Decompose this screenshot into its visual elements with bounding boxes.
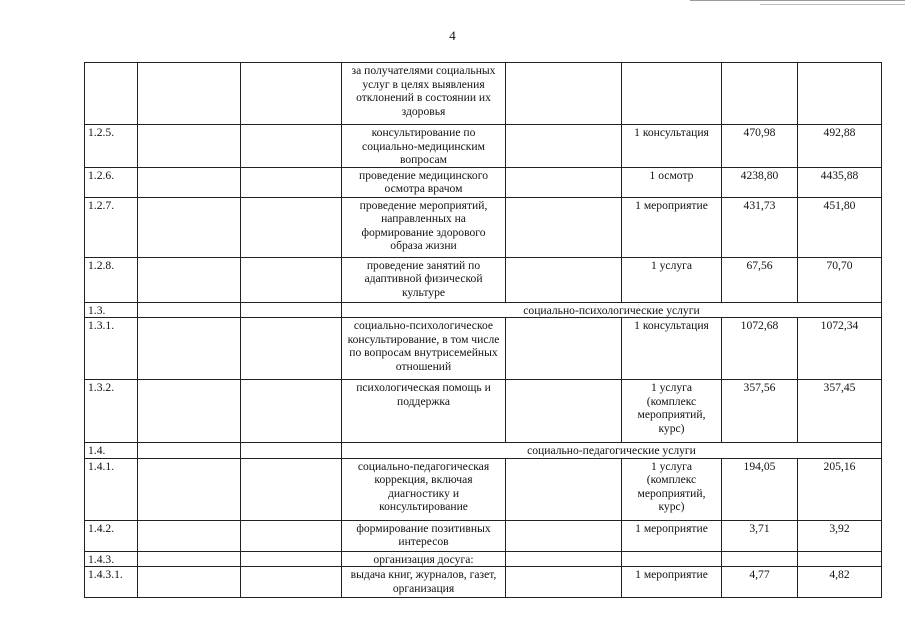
empty-cell — [138, 257, 241, 302]
table-body — [85, 63, 882, 598]
price-cell: 357,56 — [722, 380, 798, 443]
row-number-cell: 1.2.7. — [85, 197, 138, 257]
section-row — [85, 443, 882, 459]
price-cell: 4,82 — [798, 567, 882, 598]
empty-cell — [241, 318, 342, 380]
empty-cell — [138, 443, 241, 459]
row-number-cell: 1.4.3.1. — [85, 567, 138, 598]
empty-cell — [506, 458, 622, 520]
row-number-cell: 1.4.2. — [85, 520, 138, 551]
price-cell: 70,70 — [798, 257, 882, 302]
empty-cell — [506, 520, 622, 551]
table-row — [85, 318, 882, 380]
table-row — [85, 458, 882, 520]
table-row — [85, 380, 882, 443]
empty-cell — [506, 167, 622, 197]
price-cell — [798, 63, 882, 125]
price-cell: 4435,88 — [798, 167, 882, 197]
price-cell: 4238,80 — [722, 167, 798, 197]
row-number-cell: 1.4. — [85, 443, 138, 459]
service-name-cell: проведение медицинского осмотра врачом — [342, 167, 506, 197]
row-number-cell — [85, 63, 138, 125]
unit-cell: 1 мероприятие — [622, 197, 722, 257]
empty-cell — [241, 257, 342, 302]
unit-cell: 1 консультация — [622, 125, 722, 168]
price-cell: 470,98 — [722, 125, 798, 168]
table-row — [85, 257, 882, 302]
empty-cell — [506, 380, 622, 443]
row-number-cell: 1.4.1. — [85, 458, 138, 520]
section-title-cell: социально-педагогические услуги — [342, 443, 882, 459]
table-row — [85, 520, 882, 551]
price-cell — [798, 551, 882, 567]
unit-cell — [622, 551, 722, 567]
empty-cell — [241, 125, 342, 168]
unit-cell — [622, 63, 722, 125]
empty-cell — [506, 567, 622, 598]
row-number-cell: 1.3. — [85, 302, 138, 318]
price-cell: 1072,34 — [798, 318, 882, 380]
empty-cell — [138, 197, 241, 257]
empty-cell — [138, 63, 241, 125]
price-cell: 451,80 — [798, 197, 882, 257]
scan-artifact-line — [760, 4, 905, 5]
service-name-cell: проведение занятий по адаптивной физической культуре — [342, 257, 506, 302]
empty-cell — [241, 520, 342, 551]
price-cell: 431,73 — [722, 197, 798, 257]
service-name-cell: проведение мероприятий, направленных на формирование здорового образа жизни — [342, 197, 506, 257]
unit-cell: 1 мероприятие — [622, 520, 722, 551]
unit-cell: 1 услуга (комплекс мероприятий, курс) — [622, 380, 722, 443]
unit-cell: 1 консультация — [622, 318, 722, 380]
empty-cell — [138, 380, 241, 443]
scan-artifact-line — [690, 0, 905, 1]
service-name-cell: консультирование по социально-медицинским вопросам — [342, 125, 506, 168]
empty-cell — [241, 167, 342, 197]
service-name-cell: формирование позитивных интересов — [342, 520, 506, 551]
table-row — [85, 167, 882, 197]
empty-cell — [506, 63, 622, 125]
empty-cell — [506, 197, 622, 257]
price-cell: 194,05 — [722, 458, 798, 520]
empty-cell — [138, 567, 241, 598]
price-cell: 205,16 — [798, 458, 882, 520]
price-cell — [722, 551, 798, 567]
row-number-cell: 1.2.5. — [85, 125, 138, 168]
service-name-cell: организация досуга: — [342, 551, 506, 567]
table-row — [85, 197, 882, 257]
row-number-cell: 1.3.1. — [85, 318, 138, 380]
row-number-cell: 1.2.8. — [85, 257, 138, 302]
price-cell: 67,56 — [722, 257, 798, 302]
table-row — [85, 63, 882, 125]
service-name-cell: социально-психологическое консультирование, в том числе по вопросам внутрисемейных отношений — [342, 318, 506, 380]
table-row — [85, 567, 882, 598]
price-cell — [722, 63, 798, 125]
empty-cell — [241, 380, 342, 443]
unit-cell: 1 услуга (комплекс мероприятий, курс) — [622, 458, 722, 520]
row-number-cell: 1.4.3. — [85, 551, 138, 567]
service-name-cell: выдача книг, журналов, газет, организация — [342, 567, 506, 598]
empty-cell — [241, 567, 342, 598]
price-cell: 357,45 — [798, 380, 882, 443]
price-cell: 4,77 — [722, 567, 798, 598]
empty-cell — [506, 318, 622, 380]
empty-cell — [506, 257, 622, 302]
empty-cell — [138, 125, 241, 168]
service-name-cell: социально-педагогическая коррекция, включая диагностику и консультирование — [342, 458, 506, 520]
price-cell: 1072,68 — [722, 318, 798, 380]
empty-cell — [506, 125, 622, 168]
empty-cell — [138, 318, 241, 380]
empty-cell — [506, 551, 622, 567]
empty-cell — [241, 63, 342, 125]
empty-cell — [241, 551, 342, 567]
unit-cell: 1 осмотр — [622, 167, 722, 197]
empty-cell — [241, 443, 342, 459]
price-cell: 492,88 — [798, 125, 882, 168]
empty-cell — [241, 302, 342, 318]
empty-cell — [241, 458, 342, 520]
row-number-cell: 1.3.2. — [85, 380, 138, 443]
unit-cell: 1 мероприятие — [622, 567, 722, 598]
empty-cell — [138, 458, 241, 520]
service-name-cell: за получателями социальных услуг в целях выявления отклонений в состоянии их здоровья — [342, 63, 506, 125]
services-price-table — [84, 62, 882, 598]
price-cell: 3,92 — [798, 520, 882, 551]
empty-cell — [138, 302, 241, 318]
table-row — [85, 125, 882, 168]
row-number-cell: 1.2.6. — [85, 167, 138, 197]
empty-cell — [138, 520, 241, 551]
page-number: 4 — [449, 28, 456, 43]
empty-cell — [241, 197, 342, 257]
unit-cell: 1 услуга — [622, 257, 722, 302]
service-name-cell: психологическая помощь и поддержка — [342, 380, 506, 443]
empty-cell — [138, 551, 241, 567]
empty-cell — [138, 167, 241, 197]
section-row — [85, 302, 882, 318]
price-cell: 3,71 — [722, 520, 798, 551]
table-row — [85, 551, 882, 567]
section-title-cell: социально-психологические услуги — [342, 302, 882, 318]
